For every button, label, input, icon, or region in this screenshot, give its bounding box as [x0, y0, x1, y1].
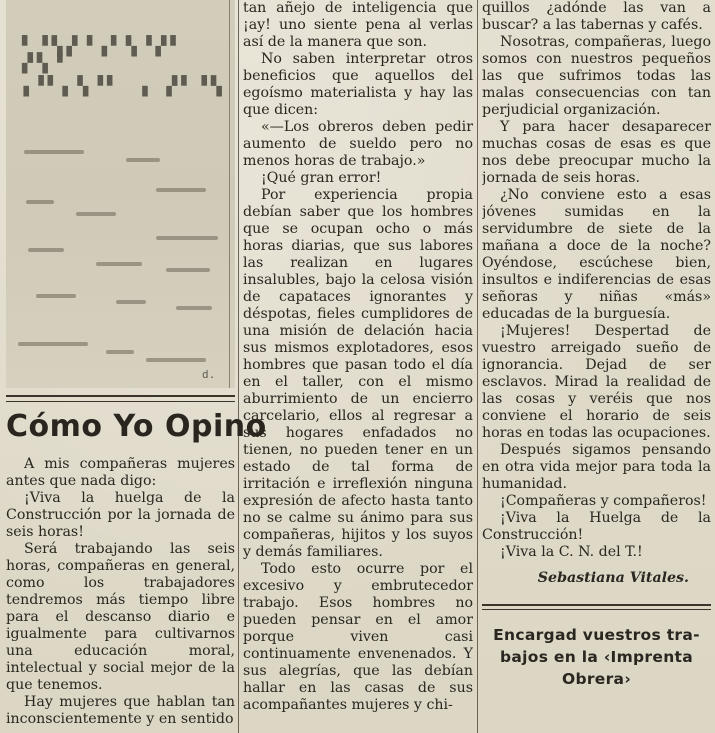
paragraph: No saben interpretar otros beneficios que aquellos del egoísmo materialista y hay las que dicen: — [243, 51, 473, 118]
section-rule — [482, 604, 711, 610]
paragraph: Todo esto ocurre por el excesivo y embrutecedor trabajo. Esos hombres no pueden pensar en el amor porque viven casi continuamente envenenados. Y sus alegrías, que las debían hallar en las casas de sus acompañantes mujeres y chi- — [243, 561, 473, 713]
paragraph: ¡Viva la Huelga de la Construcción! — [482, 510, 711, 543]
column-divider — [477, 0, 478, 733]
paragraph: Nosotras, compañeras, luego somos con nuestros pequeños las que sufrimos todas las malas consecuencias con tan perjudicial organización. — [482, 34, 711, 118]
paragraph: ¡Viva la C. N. del T.! — [500, 544, 643, 560]
column-2 — [243, 0, 473, 733]
print-shop-ad — [482, 624, 711, 690]
paragraph: Y para hacer desaparecer muchas cosas de esas es que nos debe preocupar mucho la jornada de seis horas. — [482, 119, 711, 186]
paragraph: ¡Mujeres! Despertad de vuestro arreigado sueño de ignorancia. Dejad de ser esclavos. Mirad la realidad de las cosas y veréis que nos conviene el horario de seis horas en todas las ocupaciones. — [482, 323, 711, 441]
paragraph: tan añejo de inteligencia que ¡ay! uno siente pena al verlas así de la manera que son. — [243, 0, 473, 50]
ad-line: Encargad vuestros tra- — [493, 626, 700, 644]
column-divider — [238, 0, 239, 733]
photo-caption-mark: d. — [202, 368, 216, 381]
paragraph: quillos ¿adónde las van a buscar? a las tabernas y cafés. — [482, 0, 711, 33]
paragraph: Hay mujeres que hablan tan inconscientemente y en sentido — [6, 694, 235, 727]
article-headline: Cómo Yo Opino — [6, 409, 267, 444]
paragraph: ¡Compañeras y compañeros! — [500, 493, 707, 509]
column-3 — [482, 0, 711, 733]
column-1 — [6, 0, 267, 733]
photo-figure-row: ▗▝▘▖▚▝▘ ▗ ▞▘▝▚ — [18, 76, 226, 97]
author-signature: Sebastiana Vitales. — [537, 570, 689, 586]
paragraph: Será trabajando las seis horas, compañeras en general, como los trabajadores tendremos más tiempo libre para el descanso diario e igualmente para cultivarnos una educación moral, intelectual y social mejor de la que tenemos. — [6, 541, 235, 693]
paragraph: «—Los obreros deben pedir aumento de sueldo pero no menos horas de trabajo.» — [243, 119, 473, 169]
ad-line: bajos en la ‹Imprenta — [499, 648, 693, 666]
paragraph: ¡Viva la huelga de la Construcción por la jornada de seis horas! — [6, 490, 235, 540]
paragraph: Después sigamos pensando en otra vida mejor para toda la humanidad. — [482, 442, 711, 492]
paragraph: ¿No conviene esto a esas jóvenes sumidas en la servidumbre de siete de la mañana a doce de la noche? Oyéndose, escúchese bien, insultos e indiferencias de esas señoras y niñas «más» educadas de la burguesía. — [482, 187, 711, 322]
ad-line: Obrera› — [561, 670, 632, 688]
paragraph: A mis compañeras mujeres antes que nada digo: — [6, 456, 235, 489]
paragraph: Por experiencia propia debían saber que los hombres que se ocupan ocho o más horas diarias, que sus labores las realizan en lugares insalubles, bajo la celosa visión de capataces ignorantes y déspotas, fieles cumplidores de una misión de delación hacia sus mismos explotadores, esos hombres que pasan todo el día en el taller, con el mismo aburrimiento de un encierro carcelario, ellos al regresar a sus hogares enfadados no tienen, no pueden tener en un estado de tal forma de irritación e irreflexión ninguna expresión de afecto hasta tanto no se calme su ánimo para sus compañeras, hijitos y los suyos y demás familiares. — [243, 187, 473, 560]
photo-figure-row: ▘▝▚▞▝▗▘▚▝▞▘ ▞▚▝ — [22, 36, 186, 74]
photo-border — [6, 0, 230, 388]
paragraph: ¡Qué gran error! — [261, 170, 382, 186]
headline-rule — [6, 395, 235, 402]
